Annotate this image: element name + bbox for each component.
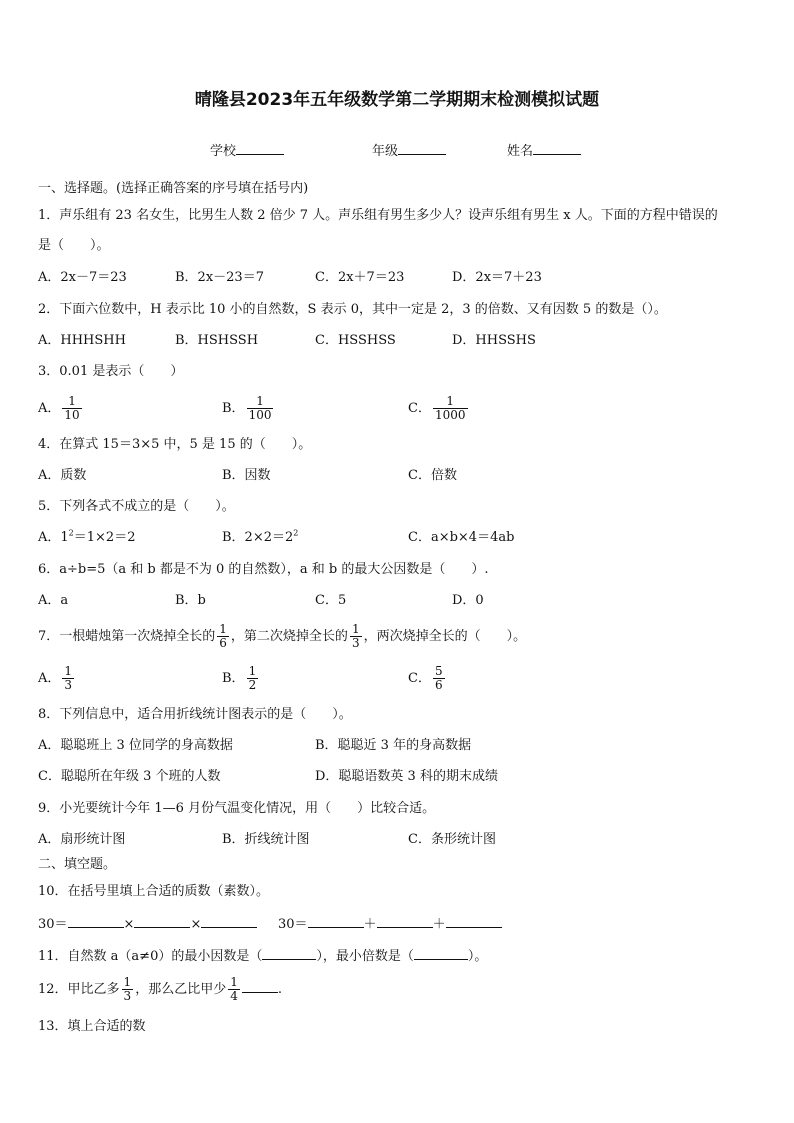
text-part: 7．一根蜡烛第一次烧掉全长的 bbox=[38, 629, 216, 644]
times-sign: × bbox=[190, 917, 202, 932]
denominator: 3 bbox=[123, 989, 132, 1003]
question-text bbox=[38, 620, 526, 654]
text-part: ，两次烧掉全长的（ ）。 bbox=[363, 629, 527, 644]
denominator: 4 bbox=[230, 989, 238, 1003]
option-b[interactable] bbox=[222, 530, 298, 546]
option-c[interactable]: C．a×b×4＝4ab bbox=[408, 530, 515, 545]
option-d[interactable]: D．聪聪语数英 3 科的期末成绩 bbox=[315, 769, 498, 784]
numerator: 1 bbox=[230, 975, 238, 989]
option-c[interactable] bbox=[408, 392, 470, 426]
question-text: 6．a÷b=5（a 和 b 都是不为 0 的自然数），a 和 b 的最大公因数是（ ）. bbox=[38, 562, 489, 577]
name-blank[interactable] bbox=[533, 142, 581, 155]
fraction bbox=[62, 665, 74, 692]
question-text: 10．在括号里填上合适的质数（素数）。 bbox=[38, 884, 270, 899]
answer-blank[interactable] bbox=[262, 947, 316, 960]
school-field[interactable] bbox=[210, 142, 284, 160]
numerator: 5 bbox=[434, 664, 443, 678]
plus-sign: ＋ bbox=[432, 917, 446, 932]
option-c[interactable]: C．HSSHSS bbox=[315, 333, 396, 348]
option-c[interactable]: C．条形统计图 bbox=[408, 832, 496, 847]
answer-blank[interactable] bbox=[308, 915, 364, 928]
name-label: 姓名 bbox=[507, 144, 534, 159]
fraction bbox=[433, 665, 445, 692]
answer-blank[interactable] bbox=[201, 915, 257, 928]
option-a[interactable]: A．a bbox=[38, 593, 69, 608]
fraction bbox=[433, 395, 468, 422]
text-part: . bbox=[277, 982, 282, 997]
question-text: 4．在算式 15＝3×5 中，5 是 15 的（ ）。 bbox=[38, 437, 312, 452]
denominator: 2 bbox=[248, 678, 257, 692]
option-b[interactable]: B．聪聪近 3 年的身高数据 bbox=[315, 738, 472, 753]
fraction bbox=[350, 623, 362, 650]
question-text bbox=[38, 973, 282, 1007]
denominator: 100 bbox=[248, 408, 272, 422]
option-c[interactable]: C．5 bbox=[315, 593, 347, 608]
denominator: 6 bbox=[434, 678, 443, 692]
fraction bbox=[122, 976, 134, 1003]
option-label: C． bbox=[408, 671, 431, 686]
option-b[interactable] bbox=[222, 392, 275, 426]
grade-label: 年级 bbox=[372, 144, 399, 159]
grade-field[interactable] bbox=[372, 142, 446, 160]
text-part: ，第二次烧掉全长的 bbox=[230, 629, 348, 644]
fraction bbox=[247, 395, 274, 422]
page-title: 晴隆县2023年五年级数学第二学期期末检测模拟试题 bbox=[194, 90, 600, 110]
sum-equation bbox=[278, 915, 502, 933]
option-b[interactable]: B．折线统计图 bbox=[222, 832, 310, 847]
option-label: B． bbox=[222, 401, 245, 416]
numerator: 1 bbox=[446, 394, 455, 408]
question-text: 13．填上合适的数 bbox=[38, 1019, 146, 1034]
denominator: 1000 bbox=[434, 408, 466, 422]
fraction bbox=[217, 623, 229, 650]
name-field[interactable] bbox=[507, 142, 581, 160]
question-text: 2．下面六位数中，H 表示比 10 小的自然数，S 表示 0，其中一定是 2，3 的倍数、又有因数 5 的数是（）。 bbox=[38, 302, 667, 317]
text-part: ），最小倍数是（ bbox=[316, 949, 414, 964]
option-b[interactable]: B．因数 bbox=[222, 468, 271, 483]
numerator: 1 bbox=[64, 664, 73, 678]
text-part: ，那么乙比甲少 bbox=[135, 982, 227, 997]
option-text: A．1 bbox=[38, 530, 69, 545]
text-part: ）。 bbox=[467, 949, 488, 964]
numerator: 1 bbox=[68, 394, 76, 408]
section-1-heading: 一、选择题。(选择正确答案的序号填在括号内) bbox=[38, 181, 309, 196]
school-label: 学校 bbox=[210, 144, 237, 159]
option-a[interactable]: A．2x－7＝23 bbox=[38, 270, 127, 285]
question-text: 5．下列各式不成立的是（ ）。 bbox=[38, 499, 235, 514]
question-text: 1．声乐组有 23 名女生，比男生人数 2 倍少 7 人。声乐组有男生多少人？设声乐组有男生 x 人。下面的方程中错误的 bbox=[38, 208, 718, 223]
option-a[interactable] bbox=[38, 392, 84, 426]
answer-blank[interactable] bbox=[377, 915, 433, 928]
answer-blank[interactable] bbox=[242, 980, 278, 993]
times-sign: × bbox=[123, 917, 135, 932]
option-c[interactable]: C．聪聪所在年级 3 个班的人数 bbox=[38, 769, 221, 784]
option-b[interactable] bbox=[222, 662, 260, 696]
question-text: 8．下列信息中，适合用折线统计图表示的是（ ）。 bbox=[38, 707, 352, 722]
option-label: C． bbox=[408, 401, 431, 416]
option-c[interactable] bbox=[408, 662, 447, 696]
option-d[interactable]: D．HHSSHS bbox=[452, 333, 536, 348]
equation-lhs: 30＝ bbox=[38, 917, 68, 932]
school-blank[interactable] bbox=[236, 142, 284, 155]
option-text: ＝1×2＝2 bbox=[73, 530, 136, 545]
fraction bbox=[62, 395, 81, 422]
grade-blank[interactable] bbox=[398, 142, 446, 155]
answer-blank[interactable] bbox=[134, 915, 190, 928]
question-text-cont: 是（ ）。 bbox=[38, 238, 110, 253]
option-d[interactable]: D．2x＝7＋23 bbox=[452, 270, 542, 285]
option-d[interactable]: D．0 bbox=[452, 593, 484, 608]
option-label: A． bbox=[38, 671, 61, 686]
plus-sign: ＋ bbox=[363, 917, 377, 932]
fraction bbox=[247, 665, 259, 692]
denominator: 3 bbox=[64, 678, 73, 692]
option-text: B．2×2＝2 bbox=[222, 530, 294, 545]
denominator: 3 bbox=[351, 636, 360, 650]
denominator: 10 bbox=[64, 408, 80, 422]
answer-blank[interactable] bbox=[414, 947, 468, 960]
option-a[interactable] bbox=[38, 662, 76, 696]
fraction bbox=[228, 976, 240, 1003]
question-text bbox=[38, 947, 487, 965]
option-c[interactable]: C．倍数 bbox=[408, 468, 457, 483]
option-c[interactable]: C．2x＋7＝23 bbox=[315, 270, 405, 285]
answer-blank[interactable] bbox=[446, 915, 502, 928]
question-text: 9．小光要统计今年 1—6 月份气温变化情况，用（ ）比较合适。 bbox=[38, 801, 436, 816]
numerator: 1 bbox=[219, 622, 227, 636]
option-a[interactable]: A．扇形统计图 bbox=[38, 832, 126, 847]
text-part: 11．自然数 a（a≠0）的最小因数是（ bbox=[38, 949, 263, 964]
exponent: 2 bbox=[293, 528, 299, 538]
question-text: 3．0.01 是表示（ ） bbox=[38, 364, 184, 379]
numerator: 1 bbox=[351, 622, 360, 636]
product-equation bbox=[38, 915, 257, 933]
text-part: 12．甲比乙多 bbox=[38, 982, 120, 997]
option-b[interactable]: B．2x－23＝7 bbox=[175, 270, 264, 285]
option-a[interactable] bbox=[38, 530, 135, 546]
numerator: 1 bbox=[256, 394, 264, 408]
equation-lhs: 30＝ bbox=[278, 917, 308, 932]
exponent: 2 bbox=[68, 528, 74, 538]
numerator: 1 bbox=[248, 664, 257, 678]
section-2-heading: 二、填空题。 bbox=[38, 857, 117, 872]
option-b[interactable]: B．b bbox=[175, 593, 206, 608]
option-b[interactable]: B．HSHSSH bbox=[175, 333, 259, 348]
denominator: 6 bbox=[219, 636, 227, 650]
option-a[interactable]: A．聪聪班上 3 位同学的身高数据 bbox=[38, 738, 233, 753]
numerator: 1 bbox=[123, 975, 132, 989]
answer-blank[interactable] bbox=[68, 915, 124, 928]
option-a[interactable]: A．HHHSHH bbox=[38, 333, 126, 348]
option-label: B． bbox=[222, 671, 245, 686]
option-a[interactable]: A．质数 bbox=[38, 468, 87, 483]
option-label: A． bbox=[38, 401, 61, 416]
